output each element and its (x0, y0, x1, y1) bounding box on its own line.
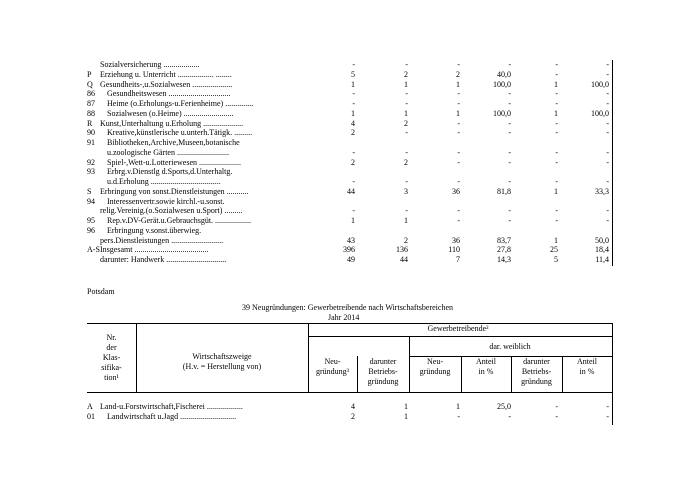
table-row (0, 255, 700, 265)
row-code: P (87, 69, 92, 79)
row-code: 01 (87, 411, 95, 421)
row-value: - (555, 402, 558, 411)
row-value: - (457, 206, 460, 216)
row-value: 83,7 (497, 235, 511, 245)
row-code: 90 (87, 128, 95, 138)
row-value: - (457, 177, 460, 186)
row-value: 49 (347, 255, 355, 264)
row-value: 1 (351, 216, 355, 225)
table-title: 39 Neugründungen: Gewerbetreibende nach Wirtschaftsbereichen (242, 303, 453, 312)
row-value: - (457, 99, 460, 108)
row-value: 4 (351, 402, 355, 411)
row-value: - (555, 177, 558, 186)
row-value: - (606, 128, 609, 138)
table-row (0, 226, 700, 236)
row-label: relig.Vereinig.(o.Sozialwesen u.Sport) ......... (100, 206, 243, 216)
header-bottom-line (87, 392, 612, 393)
row-label: Sozialwesen (o.Heime) ......................... (107, 108, 234, 118)
header-gewerbetreibende: Gewerbetreibende² (427, 324, 489, 333)
row-code: 96 (87, 225, 95, 235)
row-value: 1 (456, 108, 460, 118)
row-value: 11,4 (595, 255, 609, 264)
row-value: - (555, 128, 558, 138)
table-row (0, 158, 700, 168)
row-label: u.d.Erholung ................................... (107, 177, 221, 186)
header-col-w-betriebsgruendung: darunter Betriebs- gründung (521, 357, 552, 386)
header-dar-weiblich: dar. weiblich (489, 342, 531, 351)
row-value: 1 (404, 411, 408, 421)
row-value: 100,0 (591, 108, 609, 118)
row-label: darunter: Handwerk .............................. (100, 255, 227, 264)
row-value: 36 (452, 186, 460, 196)
row-code: A-S (87, 245, 100, 255)
top-table-right-border (612, 60, 613, 266)
table-row (0, 80, 700, 90)
row-value: - (457, 128, 460, 138)
table-row (0, 60, 700, 70)
row-value: 1 (456, 402, 460, 411)
row-value: - (508, 411, 511, 421)
row-value: 2 (404, 157, 408, 167)
row-value: - (405, 99, 408, 108)
row-value: - (352, 99, 355, 108)
row-value: - (352, 206, 355, 216)
row-value: 1 (404, 402, 408, 411)
row-value: - (352, 147, 355, 157)
row-label: Kreative,künstlerische u.unterh.Tätigk. ......... (107, 128, 253, 138)
row-value: 136 (396, 245, 408, 255)
row-value: - (405, 60, 408, 69)
row-label: Land-u.Forstwirtschaft,Fischerei .................. (100, 402, 243, 411)
row-value: 44 (400, 255, 408, 264)
row-value: 1 (554, 186, 558, 196)
row-value: - (508, 89, 511, 99)
row-value: 2 (351, 128, 355, 138)
row-label: Erbringung von sonst.Dienstleistungen ........... (100, 186, 249, 196)
row-value: 1 (351, 108, 355, 118)
table-row (0, 245, 700, 255)
header-wirtschaftszweige: Wirtschaftszweige (H.v. = Herstellung von) (182, 352, 262, 371)
row-label: Gesundheits-,u.Sozialwesen .................... (100, 79, 233, 89)
row-value: - (606, 206, 609, 216)
row-value: 25,0 (497, 402, 511, 411)
row-value: - (606, 60, 609, 69)
row-value: 44 (347, 186, 355, 196)
row-value: - (606, 177, 609, 186)
row-label: Erziehung u. Unterricht .................. ........ (100, 69, 232, 79)
row-code: 95 (87, 216, 95, 225)
row-value: - (508, 157, 511, 167)
row-value: 43 (347, 235, 355, 245)
row-code: 91 (87, 138, 95, 147)
row-value: 18,4 (595, 245, 609, 255)
row-value: - (555, 118, 558, 128)
row-value: 1 (456, 79, 460, 89)
header-col-w-anteil-2: Anteil in % (577, 357, 597, 376)
row-value: 50,0 (595, 235, 609, 245)
row-value: - (457, 157, 460, 167)
row-value: - (405, 206, 408, 216)
table-row (0, 109, 700, 119)
row-value: 1 (404, 216, 408, 225)
row-value: - (457, 89, 460, 99)
row-value: 14,3 (497, 255, 511, 264)
header-col-w-anteil: Anteil in % (476, 357, 496, 376)
row-value: - (457, 216, 460, 225)
row-value: - (457, 147, 460, 157)
row-label: Gesundheitswesen ............................... (107, 89, 231, 99)
row-value: - (405, 128, 408, 138)
row-value: 4 (351, 118, 355, 128)
row-value: - (555, 206, 558, 216)
table-row (0, 167, 700, 177)
row-value: - (352, 60, 355, 69)
row-value: - (405, 177, 408, 186)
header-col-neugruendung: Neu- gründung³ (315, 357, 350, 376)
header-col-w-neugruendung: Neu- gründung (419, 357, 451, 376)
row-value: 1 (554, 108, 558, 118)
table-row (0, 216, 700, 226)
row-value: - (606, 89, 609, 99)
table-row (0, 236, 700, 246)
row-value: 1 (554, 235, 558, 245)
row-label: Kunst,Unterhaltung u.Erholung .................... (100, 118, 244, 128)
row-value: - (555, 60, 558, 69)
table-row (0, 70, 700, 80)
header-col-betriebsgruendung: darunter Betriebs- gründung (367, 357, 399, 386)
row-value: 2 (404, 235, 408, 245)
row-value: - (555, 69, 558, 79)
row-value: 100,0 (493, 108, 511, 118)
row-value: - (508, 99, 511, 108)
row-code: R (87, 118, 93, 128)
row-value: - (555, 99, 558, 108)
row-value: - (457, 411, 460, 421)
row-value: 1 (554, 79, 558, 89)
table-row (0, 177, 700, 187)
row-value: 2 (351, 411, 355, 421)
row-code: S (87, 186, 92, 196)
row-value: 100,0 (591, 79, 609, 89)
row-value: - (352, 89, 355, 99)
row-value: 1 (351, 79, 355, 89)
table-row (0, 197, 700, 207)
row-value: 2 (404, 118, 408, 128)
row-value: - (457, 60, 460, 69)
row-value: 396 (343, 245, 355, 255)
row-value: 7 (456, 255, 460, 264)
row-value: - (352, 177, 355, 186)
table-row (0, 138, 700, 148)
row-value: - (606, 411, 609, 421)
row-label: u.zoologische Gärten .......................... (107, 147, 229, 157)
row-label: Landwirtschaft u.Jagd ............................ (107, 411, 237, 421)
row-label: pers.Dienstleistungen .......................... (100, 235, 224, 245)
row-label: Spiel-,Wett-u.Lotteriewesen ..................... (107, 157, 241, 167)
row-value: 5 (554, 255, 558, 264)
row-value: - (606, 99, 609, 108)
row-value: - (555, 89, 558, 99)
row-value: 100,0 (493, 79, 511, 89)
table-row (0, 402, 700, 412)
row-value: - (555, 147, 558, 157)
row-value: - (555, 411, 558, 421)
row-code: A (87, 402, 93, 411)
row-value: - (508, 60, 511, 69)
row-label: Insgesamt ..................................... (100, 245, 209, 255)
row-code: 94 (87, 196, 95, 206)
table-row (0, 206, 700, 216)
gewerbe-subline (308, 336, 612, 337)
table-subtitle: Jahr 2014 (328, 313, 360, 322)
row-code: 93 (87, 167, 95, 177)
row-value: - (405, 147, 408, 157)
row-code: 87 (87, 99, 95, 108)
table-row (0, 99, 700, 109)
row-code: Q (87, 79, 93, 89)
row-value: 40,0 (497, 69, 511, 79)
row-value: 110 (448, 245, 460, 255)
table-row (0, 89, 700, 99)
row-value: 2 (456, 69, 460, 79)
row-value: 36 (452, 235, 460, 245)
row-value: - (606, 216, 609, 225)
row-code: 86 (87, 89, 95, 99)
row-value: - (606, 69, 609, 79)
row-code: 92 (87, 157, 95, 167)
row-value: - (508, 177, 511, 186)
row-value: 1 (404, 79, 408, 89)
row-value: - (555, 216, 558, 225)
row-label: Heime (o.Erholungs-u.Ferienheime) .............. (107, 99, 254, 108)
row-value: 2 (404, 69, 408, 79)
header-top-line (87, 323, 612, 324)
header-nr: Nr. der Klas- sifika- tion¹ (101, 333, 122, 382)
row-value: - (405, 89, 408, 99)
row-value: - (508, 128, 511, 138)
row-value: - (457, 118, 460, 128)
row-value: 25 (550, 245, 558, 255)
row-label: Interessenvertr.sowie kirchl.-u.sonst. (107, 196, 225, 206)
row-label: Sozialversicherung .................. (100, 60, 200, 69)
table-row (0, 412, 700, 422)
row-code: 88 (87, 108, 95, 118)
row-value: - (508, 206, 511, 216)
row-value: 2 (351, 157, 355, 167)
row-label: Erbrg.v.Dienstlg d.Sports,d.Unterhaltg. (107, 167, 233, 177)
table-row (0, 187, 700, 197)
row-label: Erbringung v.sonst.überwieg. (107, 225, 202, 235)
row-value: 5 (351, 69, 355, 79)
row-value: 33,3 (595, 186, 609, 196)
table-row (0, 148, 700, 158)
row-value: - (508, 216, 511, 225)
row-value: - (508, 147, 511, 157)
row-value: 1 (404, 108, 408, 118)
table-row (0, 119, 700, 129)
row-value: - (508, 118, 511, 128)
row-value: - (606, 147, 609, 157)
row-label: Rep.v.DV-Gerät.u.Gebrauchsgüt. .................. (107, 216, 252, 225)
place-label: Potsdam (87, 287, 115, 296)
table-row (0, 128, 700, 138)
row-value: - (606, 402, 609, 411)
row-value: - (606, 118, 609, 128)
row-label: Bibliotheken,Archive,Museen,botanische (107, 138, 240, 147)
row-value: 27,8 (497, 245, 511, 255)
row-value: - (606, 157, 609, 167)
row-value: 3 (404, 186, 408, 196)
row-value: - (555, 157, 558, 167)
row-value: 81,8 (497, 186, 511, 196)
